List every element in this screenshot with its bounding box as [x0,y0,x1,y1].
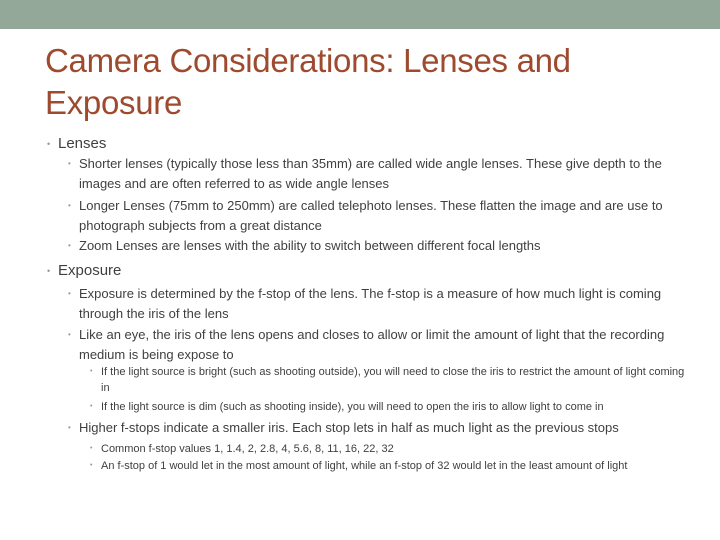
bullet-level-2 [68,196,689,236]
bullet-level-3 [90,364,691,396]
bullet-text: Shorter lenses (typically those less than 35mm) are called wide angle lenses. These give depth to the images and are often referred to as wide angle lenses [79,156,662,191]
bullet-level-3 [90,399,691,415]
bullet-dot-icon: • [68,423,71,432]
bullet-dot-icon: • [68,241,71,250]
bullet-text: Higher f-stops indicate a smaller iris. Each stop lets in half as much light as the previous stops [79,420,619,435]
bullet-text: Common f-stop values 1, 1.4, 2, 2.8, 4, 5.6, 8, 11, 16, 22, 32 [101,443,394,455]
bullet-dot-icon: • [90,403,93,410]
bullet-dot-icon: • [90,368,93,375]
bullet-text: Lenses [58,135,107,152]
bullet-level-2 [68,418,689,438]
bullet-level-3 [90,458,701,474]
bullet-dot-icon: • [90,445,93,452]
bullet-dot-icon: • [47,266,51,276]
bullet-level-2 [68,154,689,194]
slide-title: Camera Considerations: Lenses and Exposure [45,42,571,121]
bullet-level-2 [68,236,689,256]
bullet-level-1 [47,134,688,154]
bullet-level-3 [90,441,691,457]
bullet-text: If the light source is bright (such as shooting outside), you will need to close the iris to restrict the amount of light coming in [101,366,685,394]
bullet-text: If the light source is dim (such as shooting inside), you will need to open the iris to allow light to come in [101,401,604,413]
bullet-dot-icon: • [90,462,93,469]
bullet-level-2 [68,284,689,324]
bullet-text: Exposure [58,262,122,279]
bullet-text: Exposure is determined by the f-stop of the lens. The f-stop is a measure of how much light is coming through the iris of the lens [79,286,662,321]
bullet-text: Zoom Lenses are lenses with the ability to switch between different focal lengths [79,238,541,253]
bullet-level-1 [47,261,688,281]
bullet-dot-icon: • [68,201,71,210]
bullet-level-2 [68,325,689,365]
bullet-text: An f-stop of 1 would let in the most amount of light, while an f-stop of 32 would let in the least amount of light [101,460,628,472]
bullet-dot-icon: • [68,159,71,168]
bullet-dot-icon: • [68,289,71,298]
bullet-text: Longer Lenses (75mm to 250mm) are called telephoto lenses. These flatten the image and are use to photograph subjects from a great distance [79,198,663,233]
bullet-text: Like an eye, the iris of the lens opens and closes to allow or limit the amount of light that the recording medium is being expose to [79,327,665,362]
bullet-dot-icon: • [68,330,71,339]
bullet-dot-icon: • [47,139,51,149]
